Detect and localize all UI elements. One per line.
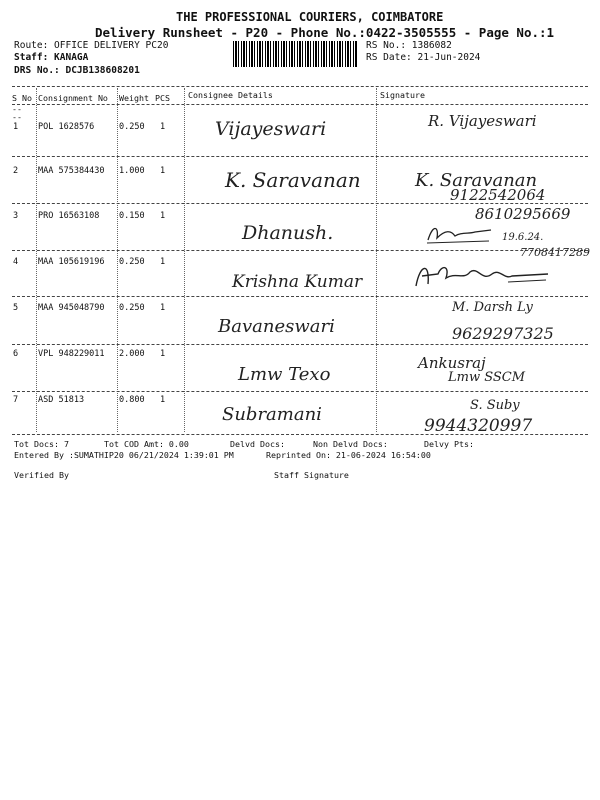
handwritten-consignee: Bavaneswari	[218, 316, 335, 337]
column-separator	[36, 88, 37, 432]
row-divider	[12, 296, 588, 297]
non-delivered-docs: Non Delvd Docs:	[313, 439, 388, 449]
row-divider	[12, 434, 588, 435]
column-separator	[117, 88, 118, 432]
row-divider	[12, 156, 588, 157]
signature-scribble	[412, 258, 552, 292]
handwritten-phone: 9944320997	[424, 416, 533, 436]
handwritten-consignee: Lmw Texo	[238, 364, 331, 385]
row-consignment-no: MAA 105619196	[38, 257, 105, 267]
column-separator	[184, 88, 185, 432]
rs-number: RS No.: 1386082	[366, 40, 452, 51]
drs-number: DRS No.: DCJB138608201	[14, 65, 140, 76]
route-label: Route: OFFICE DELIVERY PC20	[14, 40, 169, 51]
row-divider	[12, 203, 588, 204]
divider	[12, 86, 588, 87]
row-pcs: 1	[160, 166, 166, 176]
col-header-consignee: Consignee Details	[188, 90, 273, 100]
delivery-points: Delvy Pts:	[424, 439, 474, 449]
col-header-sno: S No	[12, 93, 32, 103]
row-pcs: 1	[160, 395, 166, 405]
reprinted-on: Reprinted On: 21-06-2024 16:54:00	[266, 450, 431, 460]
row-weight: 0.800	[119, 395, 145, 405]
handwritten-phone: 9122542064	[450, 186, 546, 204]
row-consignment-no: PRO 16563108	[38, 211, 100, 221]
handwritten-signature: R. Vijayeswari	[428, 112, 537, 130]
signature-scribble	[425, 222, 495, 246]
handwritten-signature: Ankusraj	[418, 354, 486, 372]
tot-docs: Tot Docs: 7	[14, 439, 69, 449]
row-sno: 5	[13, 303, 19, 313]
entered-by: Entered By :SUMATHIP20 06/21/2024 1:39:01 PM	[14, 450, 234, 460]
rs-date: RS Date: 21-Jun-2024	[366, 52, 481, 63]
header-dashes: --	[12, 104, 22, 114]
row-sno: 6	[13, 349, 19, 359]
runsheet-title: Delivery Runsheet - P20 - Phone No.:0422-3505555 - Page No.:1	[95, 25, 555, 40]
handwritten-signature: K. Saravanan	[415, 170, 538, 191]
col-header-consignment: Consignment No	[38, 93, 108, 103]
col-header-signature: Signature	[380, 90, 425, 100]
row-pcs: 1	[160, 122, 166, 132]
row-pcs: 1	[160, 211, 166, 221]
col-header-pcs: PCS	[155, 93, 170, 103]
handwritten-phone: 7708417289	[520, 246, 590, 259]
handwritten-phone: 9629297325	[452, 324, 554, 343]
row-sno: 2	[13, 166, 19, 176]
row-pcs: 1	[160, 257, 166, 267]
column-separator	[376, 88, 377, 432]
row-weight: 0.250	[119, 303, 145, 313]
staff-signature: Staff Signature	[274, 470, 349, 480]
col-header-weight: Weight	[119, 93, 149, 103]
handwritten-consignee: Dhanush.	[242, 222, 334, 244]
row-consignment-no: POL 1628576	[38, 122, 95, 132]
row-sno: 3	[13, 211, 19, 221]
handwritten-date: 19.6.24.	[502, 232, 544, 243]
handwritten-consignee: Subramani	[222, 404, 322, 425]
staff-label: Staff: KANAGA	[14, 52, 89, 63]
row-pcs: 1	[160, 303, 166, 313]
row-sno: 1	[13, 122, 19, 132]
row-weight: 0.150	[119, 211, 145, 221]
handwritten-phone: 8610295669	[475, 205, 571, 223]
header-dashes: --	[12, 112, 22, 122]
verified-by: Verified By	[14, 470, 69, 480]
handwritten-consignee: Vijayeswari	[215, 118, 327, 140]
row-sno: 7	[13, 395, 19, 405]
row-weight: 1.000	[119, 166, 145, 176]
delivered-docs: Delvd Docs:	[230, 439, 285, 449]
barcode	[233, 41, 357, 67]
row-consignment-no: ASD 51813	[38, 395, 85, 405]
handwritten-note: Lmw SSCM	[448, 370, 526, 385]
tot-cod-amount: Tot COD Amt: 0.00	[104, 439, 189, 449]
handwritten-signature: M. Darsh Ly	[452, 300, 533, 315]
row-weight: 0.250	[119, 122, 145, 132]
handwritten-signature: S. Suby	[470, 398, 520, 413]
row-pcs: 1	[160, 349, 166, 359]
row-consignment-no: MAA 945048790	[38, 303, 105, 313]
company-name: THE PROFESSIONAL COURIERS, COIMBATORE	[176, 10, 444, 24]
row-consignment-no: MAA 575384430	[38, 166, 105, 176]
row-divider	[12, 250, 588, 251]
handwritten-consignee: K. Saravanan	[225, 168, 361, 192]
row-divider	[12, 391, 588, 392]
row-divider	[12, 344, 588, 345]
divider	[12, 104, 588, 105]
row-consignment-no: VPL 948229011	[38, 349, 105, 359]
row-weight: 0.250	[119, 257, 145, 267]
row-weight: 2.000	[119, 349, 145, 359]
row-sno: 4	[13, 257, 19, 267]
handwritten-consignee: Krishna Kumar	[232, 272, 363, 292]
